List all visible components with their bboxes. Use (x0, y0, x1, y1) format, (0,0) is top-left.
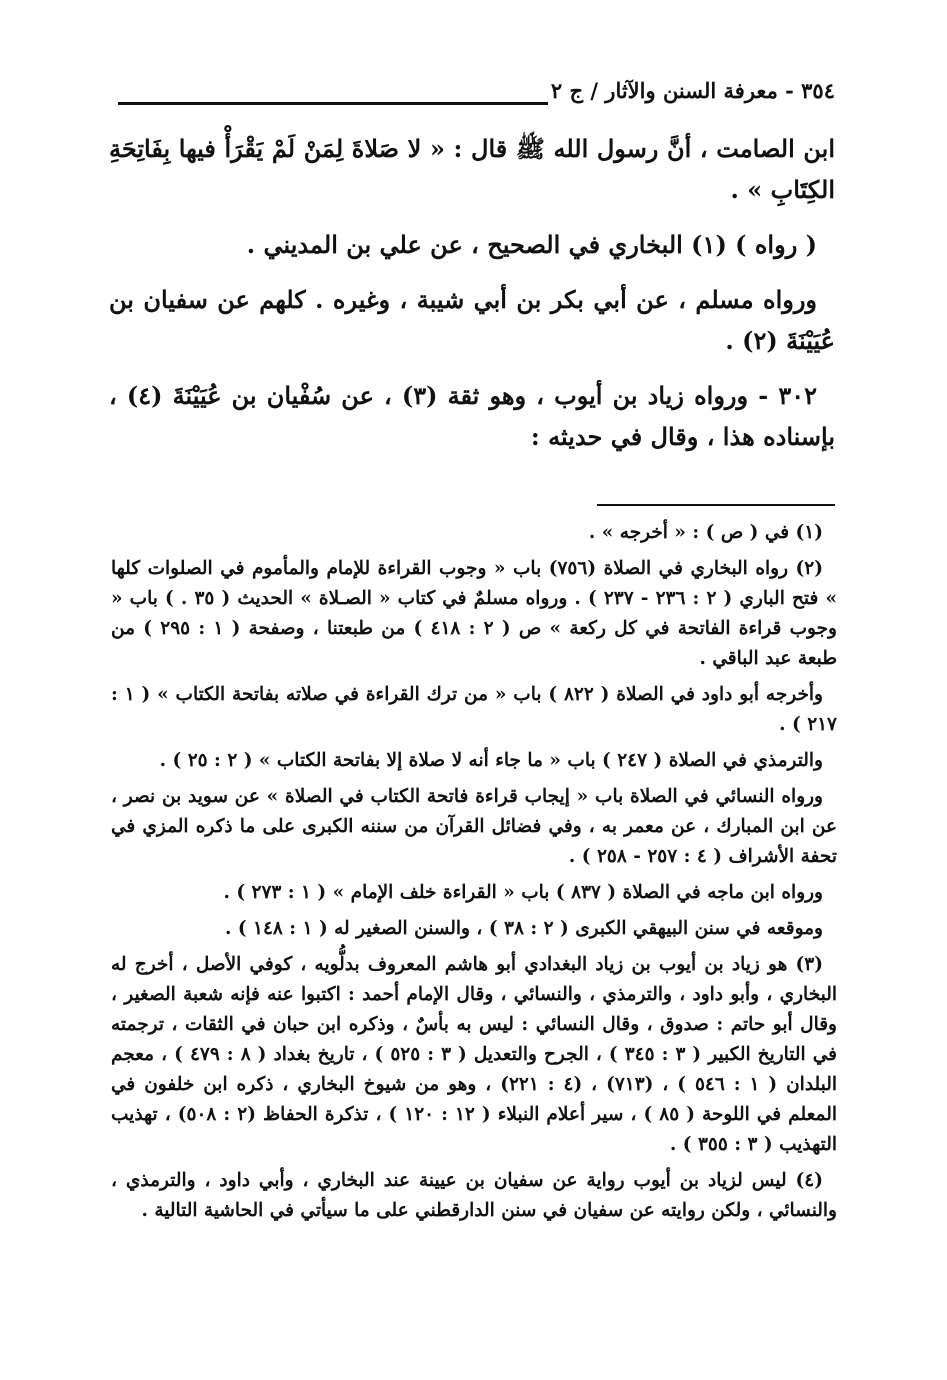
footnote: (٤) ليس لزياد بن أيوب رواية عن سفيان بن عيينة عند البخاري ، وأبي داود ، والترمذي ، والنسائي ، ولكن روايته عن سفيان في سنن الدارقطني على ما سيأتي في الحاشية التالية . (111, 1170, 837, 1221)
footnote: والترمذي في الصلاة ( ٢٤٧ ) باب « ما جاء أنه لا صلاة إلا بفاتحة الكتاب » ( ٢ : ٢٥ ) . (159, 750, 823, 771)
footnote: (٣) هو زياد بن أيوب بن زياد البغدادي أبو هاشم المعروف بدلُّويه ، كوفي الأصل ، أخرج له البخاري ، وأبو داود ، والترمذي ، والنسائي ، وقال الإمام أحمد : اكتبوا عنه فإنه شعبة الصغير ، وقال أبو حاتم : صدوق ، وقال النسائي : ليس به بأسٌ ، وذكره ابن حبان في الثقات ، ترجمته في التاريخ الكبير ( ٣ : ٣٤٥ ) ، الجرح والتعديل ( ٣ : ٥٢٥ ) ، تاريخ بغداد ( ٨ : ٤٧٩ ) ، معجم البلدان ( ١ : ٥٤٦ ) ، (٧١٣) ، (٤ : ٢٢١) ، وهو من شيوخ البخاري ، ذكره ابن خلفون في المعلم في اللوحة ( ٨٥ ) ، سير أعلام النبلاء ( ١٢ : ١٢٠ ) ، تذكرة الحفاظ (٢ : ٥٠٨) ، تهذيب التهذيب ( ٣ : ٣٥٥ ) . (111, 954, 838, 1155)
footnote: وموقعه في سنن البيهقي الكبرى ( ٢ : ٣٨ ) ، والسنن الصغير له ( ١ : ١٤٨ ) . (224, 918, 823, 939)
main-paragraph: ( رواه ) (١) البخاري في الصحيح ، عن علي بن المديني . (246, 230, 817, 259)
main-text (109, 128, 835, 471)
footnote: وأخرجه أبو داود في الصلاة ( ٨٢٢ ) باب « من ترك القراءة في صلاته بفاتحة الكتاب » ( ١ : ٢١٧ ) . (111, 684, 837, 735)
footnote-separator (597, 504, 835, 506)
running-title: ٣٥٤ - معرفة السنن والآثار / ج ٢ (550, 78, 835, 103)
footnotes (111, 518, 837, 1232)
main-paragraph: ابن الصامت ، أنَّ رسول الله ﷺ قال : « لا صَلاةَ لِمَنْ لَمْ يَقْرَأْ فيها بِفَاتِحَةِ الكِتَابِ » . (109, 134, 835, 204)
running-header (118, 78, 835, 112)
footnote: ورواه النسائي في الصلاة باب « إيجاب قراءة فاتحة الكتاب في الصلاة » عن سويد بن نصر ، عن ابن المبارك ، عن معمر به ، وفي فضائل القرآن من سننه الكبرى على ما ذكره المزي في تحفة الأشراف ( ٤ : ٢٥٧ - ٢٥٨ ) . (111, 786, 837, 867)
main-paragraph: ورواه مسلم ، عن أبي بكر بن أبي شيبة ، وغيره . كلهم عن سفيان بن عُيَيْنَةَ (٢) . (109, 285, 835, 355)
main-paragraph: ٣٠٢ - ورواه زياد بن أيوب ، وهو ثقة (٣) ، عن سُفْيان بن عُيَيْنَةَ (٤) ، بإسناده هذا ، وقال في حديثه : (109, 381, 835, 451)
header-rule (118, 102, 548, 105)
footnote: ورواه ابن ماجه في الصلاة ( ٨٣٧ ) باب « القراءة خلف الإمام » ( ١ : ٢٧٣ ) . (223, 882, 823, 903)
footnote: (٢) رواه البخاري في الصلاة (٧٥٦) باب « وجوب القراءة للإمام والمأموم في الصلوات كلها » فتح الباري ( ٢ : ٢٣٦ - ٢٣٧ ) . ورواه مسلمٌ في كتاب « الصـلاة » الحديث ( ٣٥ . ) باب « وجوب قراءة الفاتحة في كل ركعة » ص ( ٢ : ٤١٨ ) من طبعتنا ، وصفحة ( ١ : ٢٩٥ ) من طبعة عبد الباقي . (111, 558, 838, 669)
footnote: (١) في ( ص ) : « أخرجه » . (588, 522, 823, 543)
